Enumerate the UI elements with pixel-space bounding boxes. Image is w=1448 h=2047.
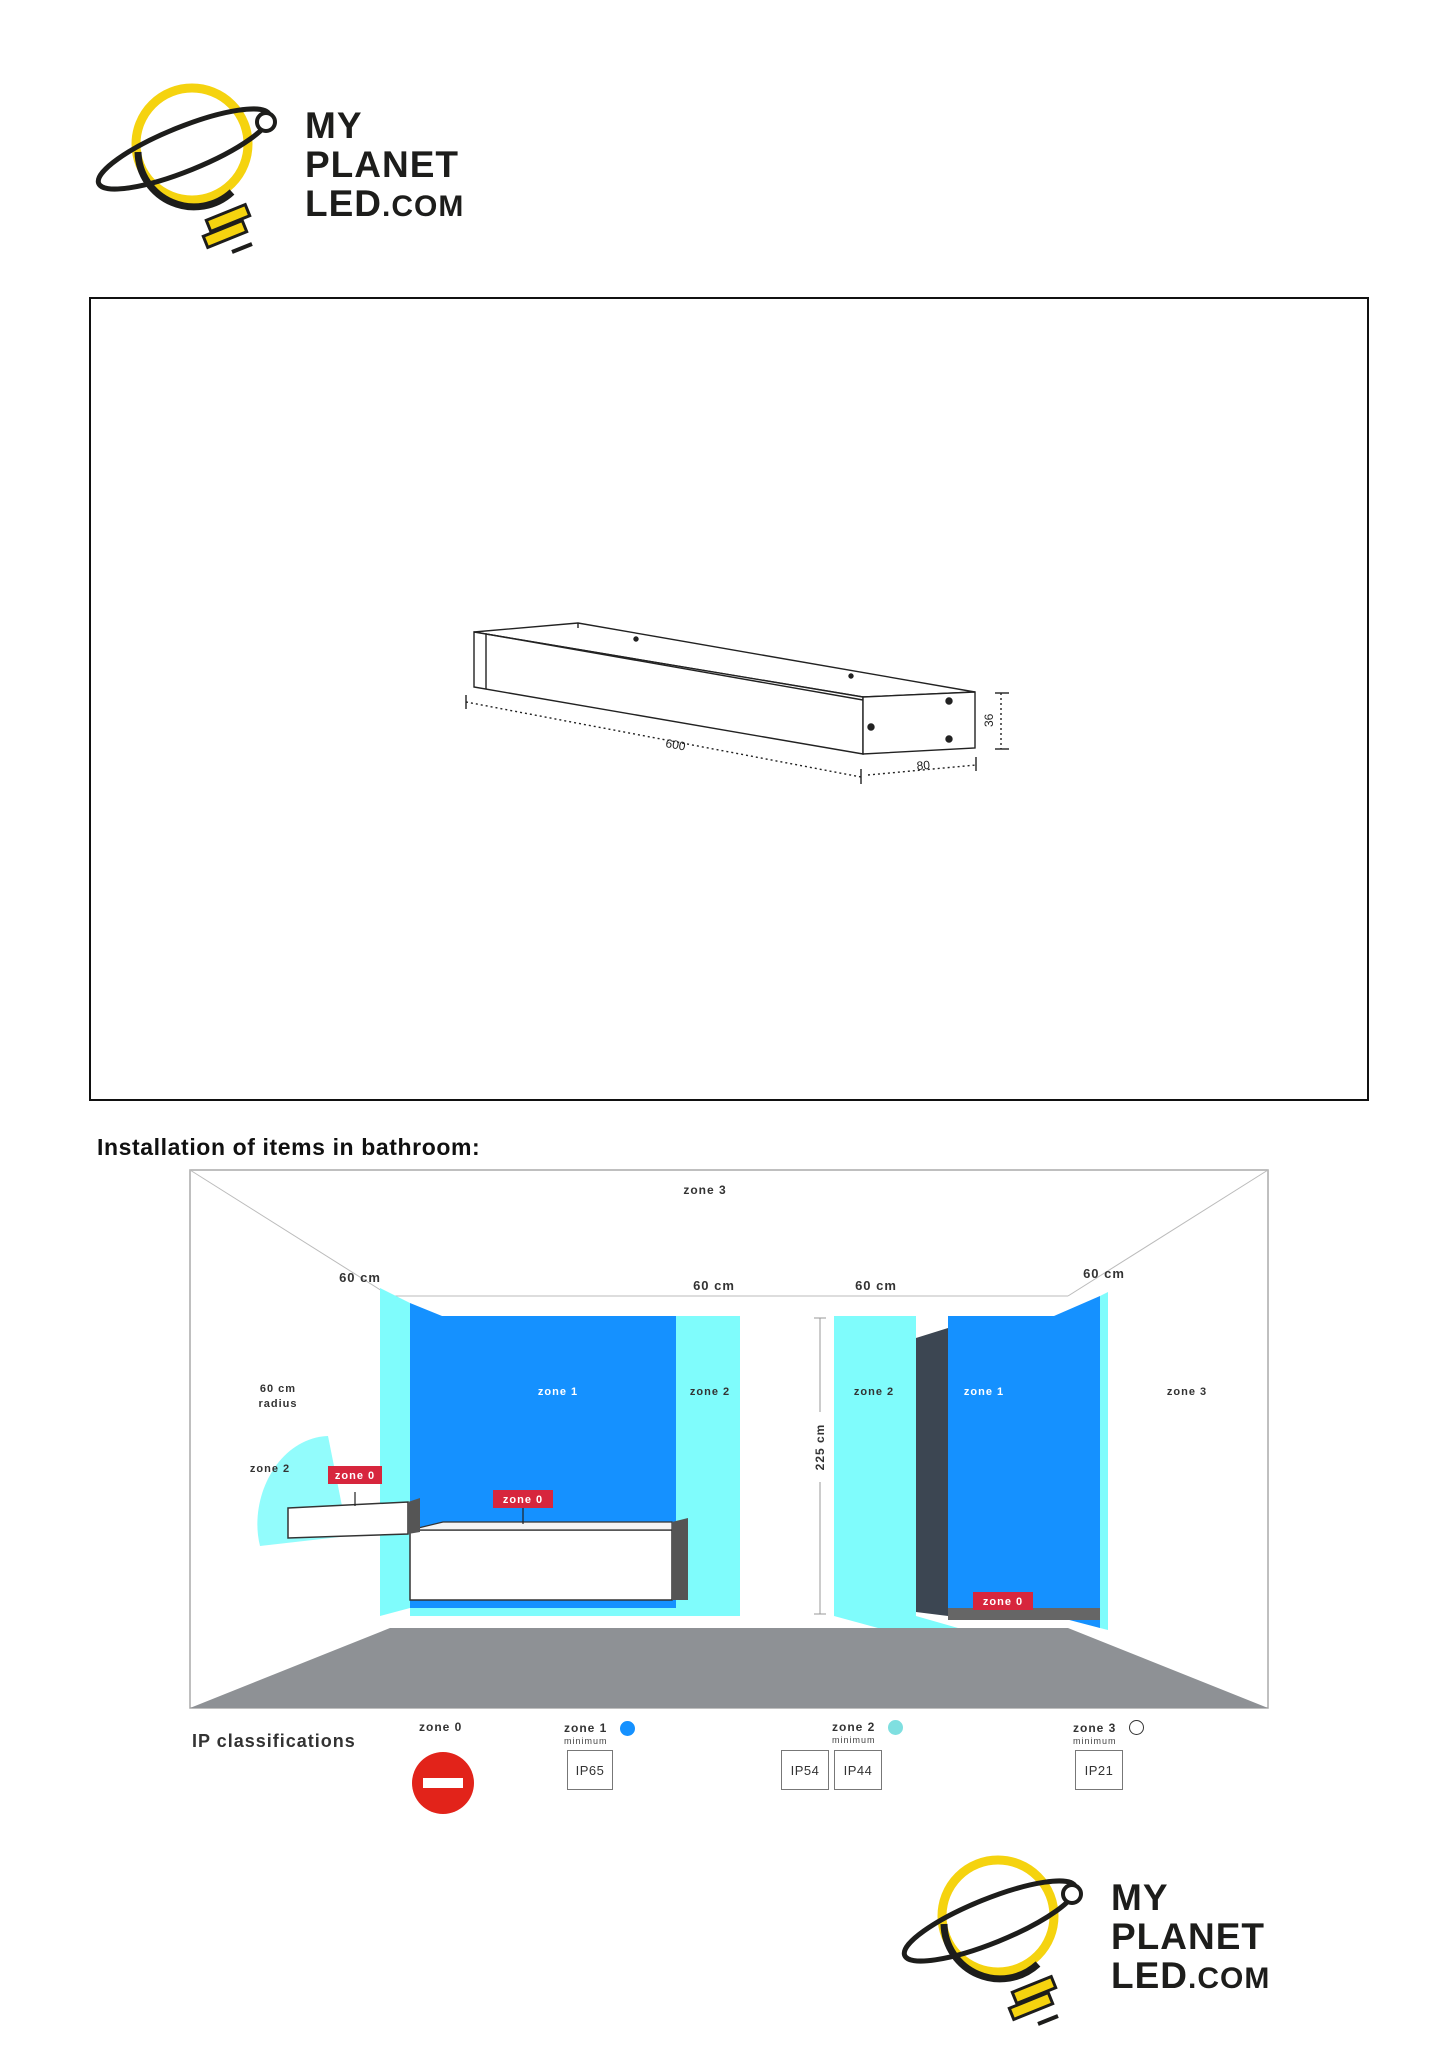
ip-title: IP classifications	[192, 1731, 356, 1751]
ip65-box: IP65	[567, 1750, 613, 1790]
logo-com: .COM	[1188, 1962, 1271, 1995]
ip-zone2-minimum: minimum	[832, 1735, 876, 1745]
logo-led: LED	[305, 183, 382, 224]
section-title: Installation of items in bathroom:	[97, 1134, 481, 1160]
logo-line-3	[1111, 1956, 1270, 1998]
ip-zone3-label: zone 3	[1073, 1721, 1117, 1735]
label-zone2-sink: zone 2	[249, 1463, 291, 1475]
dimension-height-label: 36	[982, 713, 996, 727]
planet-bulb-icon	[92, 74, 302, 264]
logo-led: LED	[1111, 1955, 1188, 1996]
ip-zone1-minimum: minimum	[564, 1736, 608, 1746]
label-height: 225 cm	[813, 1423, 827, 1471]
zone1-color-dot	[620, 1721, 635, 1736]
label-radius-1: 60 cm	[259, 1383, 297, 1395]
planet-bulb-icon	[898, 1846, 1108, 2036]
logo-top	[92, 74, 472, 264]
label-radius-2: radius	[258, 1398, 298, 1410]
logo-line-3	[305, 184, 464, 226]
logo-bottom	[898, 1846, 1278, 2036]
dimension-depth-label: 80	[916, 757, 931, 773]
ip44-box: IP44	[834, 1750, 882, 1790]
bathroom-zones-illustration	[188, 1168, 1270, 1710]
ip-zone3-minimum: minimum	[1073, 1736, 1117, 1746]
logo-wordmark	[1111, 1878, 1270, 1998]
ip-zone0-label: zone 0	[419, 1720, 463, 1734]
zone2-color-dot	[888, 1720, 903, 1735]
label-zone0-sink: zone 0	[334, 1470, 376, 1482]
logo-com: .COM	[382, 190, 465, 223]
ip-zone2-label: zone 2	[832, 1720, 876, 1734]
shower-panel	[916, 1328, 948, 1616]
zone1-shower-wall	[948, 1316, 1054, 1616]
logo-line-1: MY	[305, 105, 363, 146]
label-60cm-right: 60 cm	[1083, 1266, 1125, 1281]
no-entry-icon	[412, 1752, 474, 1814]
label-60cm-left: 60 cm	[339, 1270, 381, 1285]
logo-line-1: MY	[1111, 1877, 1169, 1918]
bathroom-zone-diagram	[188, 1168, 1270, 1710]
zone2-shower-wall	[834, 1316, 916, 1616]
ip-classifications	[188, 1708, 1270, 1838]
label-zone3-right: zone 3	[1166, 1386, 1208, 1398]
label-zone0-bath: zone 0	[502, 1494, 544, 1506]
ip-zone1-label: zone 1	[564, 1721, 608, 1735]
label-zone2-shower: zone 2	[853, 1386, 895, 1398]
product-dimension-drawing	[91, 299, 1371, 1103]
logo-wordmark	[305, 106, 464, 226]
ip54-box: IP54	[781, 1750, 829, 1790]
bathtub	[410, 1530, 672, 1600]
label-zone1-shower: zone 1	[963, 1386, 1005, 1398]
label-zone1-bath: zone 1	[537, 1386, 579, 1398]
label-60cm-mid-left: 60 cm	[693, 1278, 735, 1293]
label-zone0-shower: zone 0	[982, 1596, 1024, 1608]
product-drawing-frame	[89, 297, 1369, 1101]
sink	[288, 1502, 408, 1538]
logo-line-2: PLANET	[1111, 1916, 1265, 1957]
logo-line-2: PLANET	[305, 144, 459, 185]
dimension-length-label: 600	[664, 736, 687, 754]
label-zone3-top: zone 3	[683, 1183, 727, 1197]
label-zone2-bath: zone 2	[689, 1386, 731, 1398]
zone2-left-wall	[380, 1288, 410, 1616]
ip21-box: IP21	[1075, 1750, 1123, 1790]
label-60cm-mid-right: 60 cm	[855, 1278, 897, 1293]
zone3-color-dot	[1129, 1720, 1144, 1735]
